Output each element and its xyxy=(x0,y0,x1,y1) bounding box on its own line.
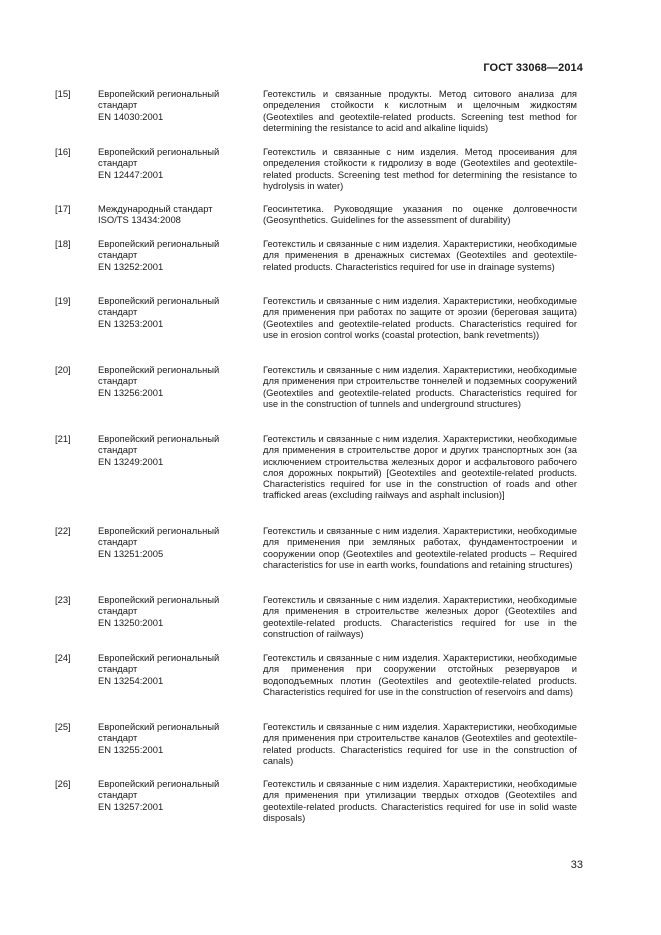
reference-standard-line: стандарт xyxy=(98,536,138,548)
page-number: 33 xyxy=(570,859,583,871)
reference-standard-line: EN 13252:2001 xyxy=(98,260,164,272)
reference-number: [23] xyxy=(55,594,71,605)
reference-title: Геотекстиль и связанные с ним изделия. Характеристики, необходимые для применения при земляных работах, фундаментостроении и сооружении опор (Geotextiles and geotextile-related products – Required characteristics for use in earth works, foundations and retaining structures) xyxy=(263,525,577,570)
reference-standard-line: Европейский региональный xyxy=(98,295,220,306)
reference-standard xyxy=(98,203,248,226)
reference-standard-line: Европейский региональный xyxy=(98,364,220,375)
reference-standard-line: EN 13256:2001 xyxy=(98,386,164,398)
reference-standard-line: EN 14030:2001 xyxy=(98,110,164,122)
reference-number: [25] xyxy=(55,721,71,732)
reference-standard-line: Европейский региональный xyxy=(98,433,220,444)
reference-standard-line: стандарт xyxy=(98,99,138,111)
reference-standard-line: стандарт xyxy=(98,605,138,617)
reference-standard xyxy=(98,721,248,755)
reference-title: Геотекстиль и связанные с ним изделия. Характеристики, необходимые для применения при утилизации твердых отходов (Geotextiles and geotextile-related products. Characteristics required for use in solid waste disposals) xyxy=(263,778,577,823)
reference-standard-line: Европейский региональный xyxy=(98,778,220,789)
reference-title: Геотекстиль и связанные с ним изделия. Характеристики, необходимые для применения в строительстве дорог и других транспортных зон (за исключением строительства железных дорог и асфальтового рабочего слоя дорожных покрытий) [Geotextiles and geotextile-related products. Characteristics required for use in the construction of roads and other trafficked areas (excluding railways and asphalt inclusion)] xyxy=(263,433,577,501)
reference-number: [19] xyxy=(55,295,71,306)
reference-number: [15] xyxy=(55,88,71,99)
reference-standard xyxy=(98,525,248,559)
reference-standard-line: Европейский региональный xyxy=(98,525,220,536)
reference-standard-line: Международный стандарт xyxy=(98,203,213,214)
reference-standard-line: Европейский региональный xyxy=(98,721,220,732)
reference-standard-line: Европейский региональный xyxy=(98,594,220,605)
reference-standard-line: EN 13251:2005 xyxy=(98,547,164,559)
reference-standard-line: EN 13257:2001 xyxy=(98,800,164,812)
reference-standard-line: Европейский региональный xyxy=(98,88,220,99)
reference-number: [21] xyxy=(55,433,71,444)
reference-standard xyxy=(98,364,248,398)
reference-standard-line: EN 13249:2001 xyxy=(98,455,164,467)
reference-standard xyxy=(98,433,248,467)
reference-standard-line: EN 13250:2001 xyxy=(98,616,164,628)
reference-standard-line: стандарт xyxy=(98,789,138,801)
reference-number: [22] xyxy=(55,525,71,536)
reference-title: Геотекстиль и связанные с ним изделия. Характеристики, необходимые для применения при строительстве тоннелей и подземных сооружений (Geotextiles and geotextile-related products. Characteristics required for use in the construction of tunnels and underground structures) xyxy=(263,364,577,409)
reference-standard xyxy=(98,146,248,180)
reference-number: [16] xyxy=(55,146,71,157)
document-code-header: ГОСТ 33068—2014 xyxy=(483,62,583,74)
reference-standard-line: EN 13255:2001 xyxy=(98,743,164,755)
reference-standard-line: Европейский региональный xyxy=(98,652,220,663)
reference-standard xyxy=(98,778,248,812)
reference-standard-line: ISO/TS 13434:2008 xyxy=(98,214,181,226)
reference-standard-line: стандарт xyxy=(98,444,138,456)
reference-standard-line: стандарт xyxy=(98,249,138,261)
reference-number: [20] xyxy=(55,364,71,375)
reference-standard-line: стандарт xyxy=(98,663,138,675)
reference-number: [18] xyxy=(55,238,71,249)
reference-title: Геотекстиль и связанные с ним изделия. Характеристики, необходимые для применения при работах по защите от эрозии (береговая защита) (Geotextiles and geotextile-related products. Characteristics required for use in erosion control works (coastal protection, bank revetments)) xyxy=(263,295,577,340)
reference-number: [26] xyxy=(55,778,71,789)
reference-standard-line: Европейский региональный xyxy=(98,238,220,249)
reference-standard xyxy=(98,652,248,686)
reference-standard-line: стандарт xyxy=(98,375,138,387)
reference-title: Геотекстиль и связанные продукты. Метод ситового анализа для определения стойкости к кислотным и щелочным жидкостям (Geotextiles and geotextile-related products. Screening test method for determining the resistance to acid and alkaline liquids) xyxy=(263,88,577,133)
reference-standard xyxy=(98,295,248,329)
reference-number: [17] xyxy=(55,203,71,214)
reference-title: Геотекстиль и связанные с ним изделия. Характеристики, необходимые для применения в дренажных системах (Geotextiles and geotextile-related products. Characteristics required for use in drainage systems) xyxy=(263,238,577,272)
reference-title: Геотекстиль и связанные с ним изделия. Характеристики, необходимые для применения при строительстве каналов (Geotextiles and geotextile-related products. Characteristics required for use in the construction of canals) xyxy=(263,721,577,766)
reference-standard-line: стандарт xyxy=(98,157,138,169)
reference-standard-line: EN 13253:2001 xyxy=(98,317,164,329)
reference-standard xyxy=(98,238,248,272)
reference-standard-line: EN 12447:2001 xyxy=(98,168,164,180)
reference-title: Геотекстиль и связанные с ним изделия. Метод просеивания для определения стойкости к гидролизу в воде (Geotextiles and geotextile-related products. Screening test method for determining the resistance to hydrolysis in water) xyxy=(263,146,577,191)
reference-standard-line: EN 13254:2001 xyxy=(98,674,164,686)
reference-title: Геосинтетика. Руководящие указания по оценке долговечности (Geosynthetics. Guidelines for the assessment of durability) xyxy=(263,203,577,226)
reference-title: Геотекстиль и связанные с ним изделия. Характеристики, необходимые для применения при сооружении отстойных резервуаров и водоподъемных плотин (Geotextiles and geotextile-related products. Characteristics required for use in the construction of reservoirs and dams) xyxy=(263,652,577,697)
reference-standard-line: Европейский региональный xyxy=(98,146,220,157)
reference-standard-line: стандарт xyxy=(98,306,138,318)
reference-title: Геотекстиль и связанные с ним изделия. Характеристики, необходимые для применения в строительстве железных дорог (Geotextiles and geotextile-related products. Characteristics required for use in the construction of railways) xyxy=(263,594,577,639)
reference-standard-line: стандарт xyxy=(98,732,138,744)
reference-number: [24] xyxy=(55,652,71,663)
reference-standard xyxy=(98,88,248,122)
reference-standard xyxy=(98,594,248,628)
